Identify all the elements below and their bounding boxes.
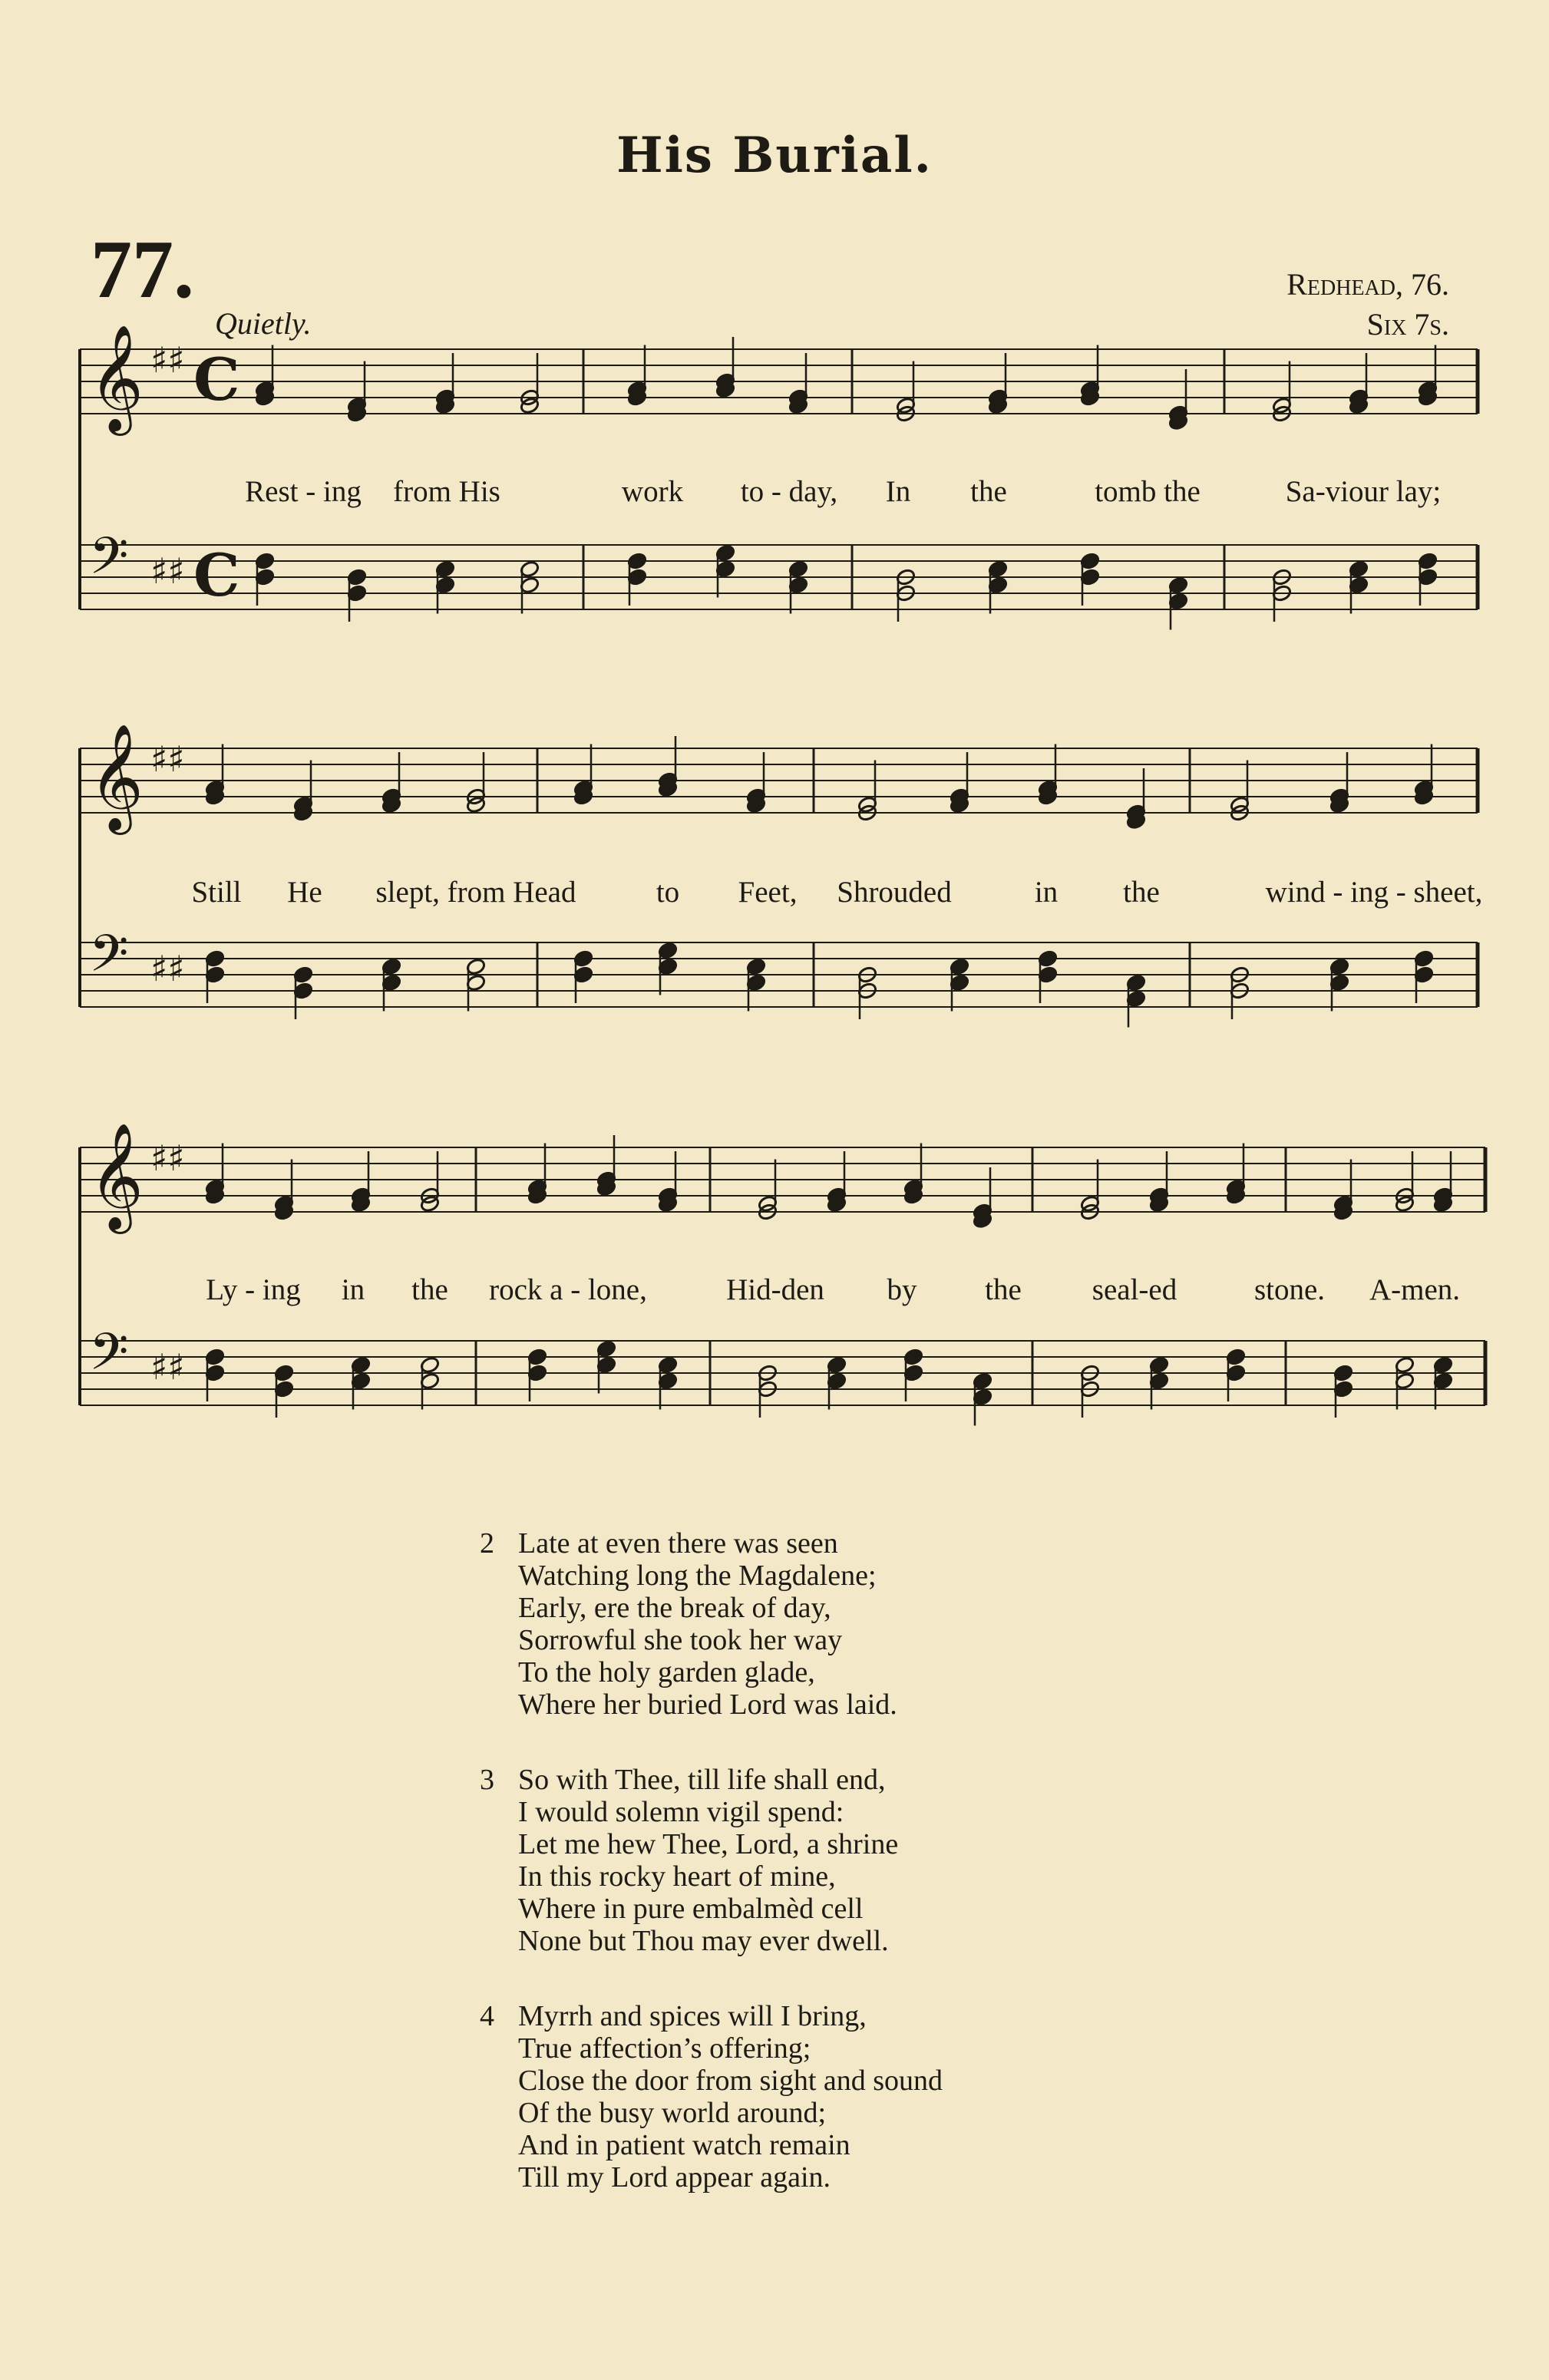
lyric-syllable: wind - ing - sheet, [1265,876,1483,909]
lyric-syllable: in [1034,876,1059,909]
lyric-syllable: Hid-den [726,1273,824,1306]
lyric-syllable: Still [191,876,242,909]
lyric-syllable: in [341,1273,365,1306]
verse-line: In this rocky heart of mine, [518,1860,836,1893]
verse-line: And in patient watch remain [518,2129,850,2161]
verse-line: To the holy garden glade, [518,1656,815,1688]
key-signature: ♯♯ [150,1137,185,1179]
key-signature: ♯♯ [150,948,185,989]
lyric-syllable: the [1123,876,1160,909]
lyric-syllable: A-men. [1369,1273,1461,1306]
lyric-syllable: rock a - lone, [489,1273,647,1306]
lyric-syllable: Ly - ing [206,1273,301,1306]
verse-line: Sorrowful she took her way [518,1624,843,1656]
verse-line: So with Thee, till life shall end, [518,1764,886,1796]
lyric-syllable: Shrouded [837,876,952,909]
key-signature: ♯♯ [150,738,185,780]
verse-line: Let me hew Thee, Lord, a shrine [518,1828,899,1860]
verse-line: Late at even there was seen [518,1527,838,1560]
page-title: His Burial. [616,127,933,184]
verse-line: Till my Lord appear again. [518,2161,831,2193]
treble-clef: 𝄞 [89,724,144,830]
verse-line: Early, ere the break of day, [518,1592,831,1624]
bass-clef: 𝄢 [89,1322,129,1394]
time-signature: C [193,345,240,414]
meter: Six 7s. [1366,307,1449,342]
verse [480,1764,943,1957]
tune-name: Redhead, 76. [1286,267,1449,302]
lyric-syllable: Feet, [738,876,798,909]
bass-clef: 𝄢 [89,924,129,995]
verse-line: I would solemn vigil spend: [518,1796,844,1828]
lyric-syllable: work [621,475,684,508]
verse-line: Watching long the Magdalene; [518,1560,877,1592]
verse-line: Where in pure embalmèd cell [518,1893,864,1925]
lyric-syllable: by [887,1273,917,1306]
lyric-syllable: Rest - ing [245,475,362,508]
lyric-syllable: slept, from Head [375,876,576,909]
key-signature: ♯♯ [150,339,185,381]
lyric-syllable: Sa-viour lay; [1285,475,1442,508]
lyric-syllable: the [985,1273,1022,1306]
verse-number: 4 [480,2000,494,2032]
verse-line: Of the busy world around; [518,2097,827,2129]
verse-line: Where her buried Lord was laid. [518,1688,897,1721]
lyric-syllable: stone. [1253,1273,1326,1306]
verse [480,1527,943,1721]
lyric-syllable: the [411,1273,448,1306]
verse-line: Myrrh and spices will I bring, [518,2000,867,2032]
bass-clef: 𝄢 [89,527,129,598]
lyric-syllable: In [885,475,911,508]
lyric-syllable: tomb the [1095,475,1201,508]
lyric-syllable: seal-ed [1092,1273,1177,1306]
verse-number: 3 [480,1764,494,1796]
key-signature: ♯♯ [150,1346,185,1388]
lyric-syllable: to - day, [740,475,838,508]
verse-line: Close the door from sight and sound [518,2065,943,2097]
verse-line: True affection’s offering; [518,2032,811,2065]
verse-number: 2 [480,1527,494,1560]
hymn-number: 77. [91,224,194,315]
lyric-syllable: to [656,876,680,909]
lyric-syllable: from His [393,475,500,508]
lyric-syllable: the [970,475,1007,508]
verse [480,2000,943,2193]
treble-clef: 𝄞 [89,1123,144,1230]
key-signature: ♯♯ [150,550,185,592]
treble-clef: 𝄞 [89,325,144,431]
verse-line: None but Thou may ever dwell. [518,1925,889,1957]
verses [480,1527,943,2236]
tempo-marking: Quietly. [215,306,312,341]
lyric-syllable: He [287,876,322,909]
time-signature: C [193,541,240,609]
